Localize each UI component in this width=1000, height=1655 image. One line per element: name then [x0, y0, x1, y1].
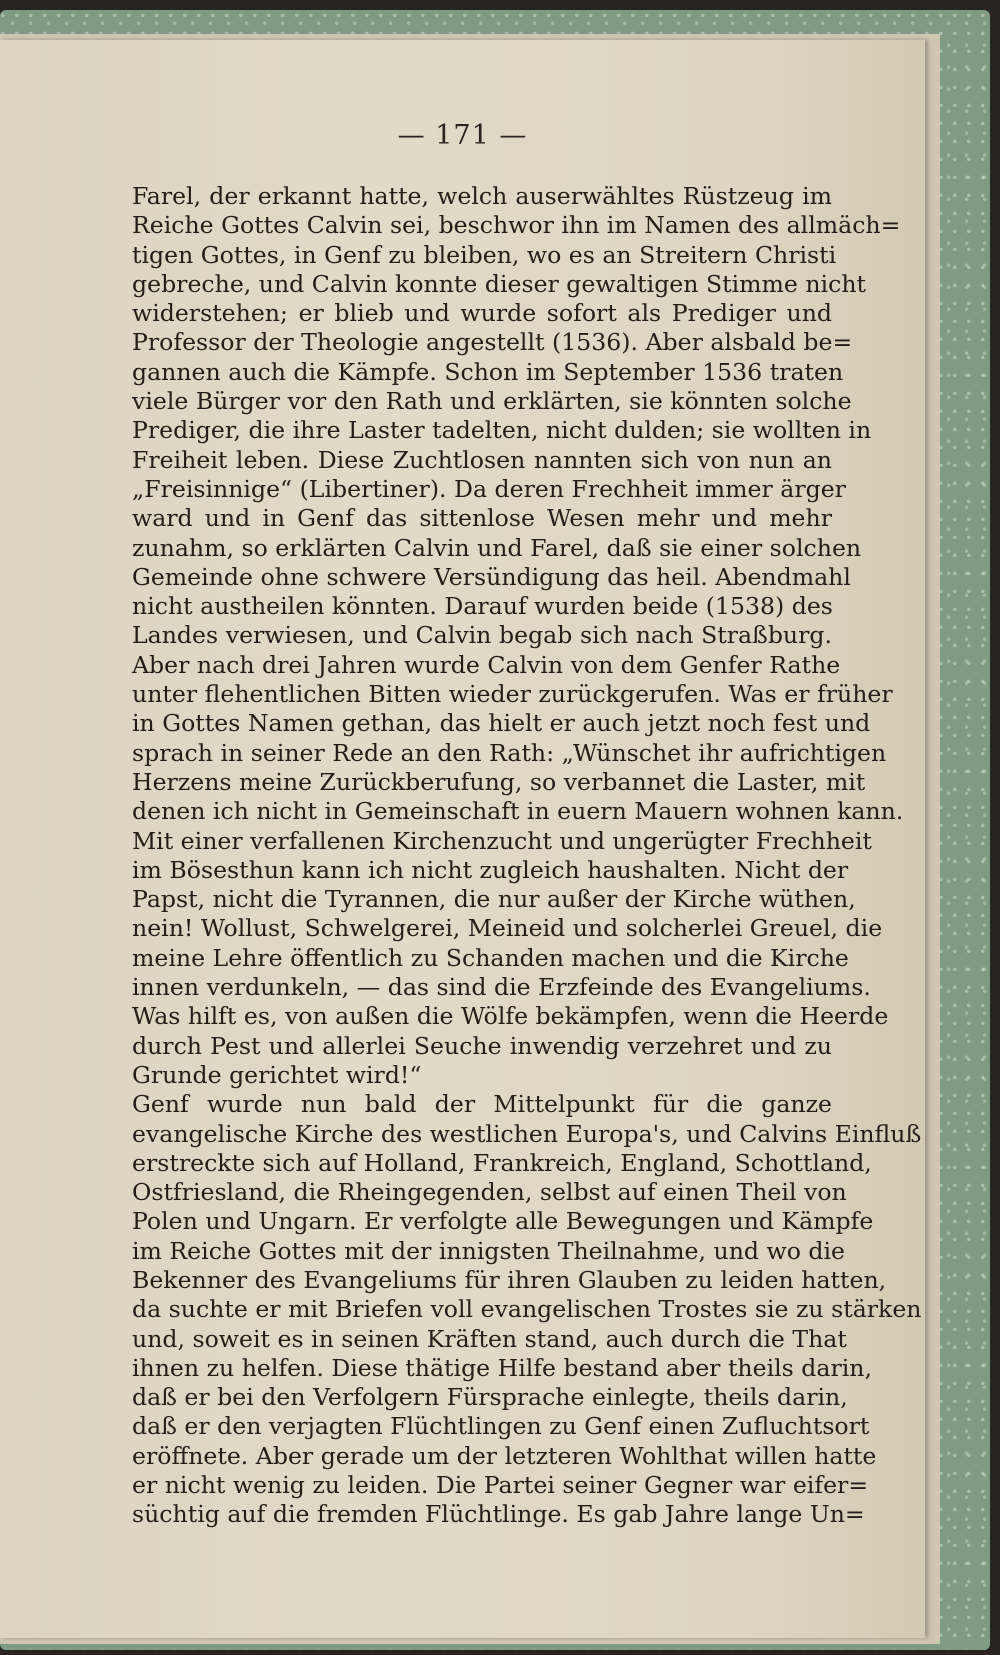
- text-line: nein! Wollust, Schwelgerei, Meineid und solcherlei Greuel, die: [132, 914, 883, 943]
- text-line: innen verdunkeln, — das sind die Erzfeinde des Evangeliums.: [132, 973, 871, 1002]
- text-line: Grunde gerichtet wird!“: [132, 1060, 422, 1089]
- text-line: evangelische Kirche des westlichen Europa's, und Calvins Einfluß: [132, 1119, 922, 1148]
- text-line: widerstehen; er blieb und wurde sofort als Prediger und: [132, 299, 832, 328]
- text-line: Mit einer verfallenen Kirchenzucht und ungerügter Frechheit: [132, 826, 872, 855]
- text-line: ward und in Genf das sittenlose Wesen mehr und mehr: [132, 504, 832, 533]
- body-text: [132, 182, 922, 1530]
- text-line: Aber nach drei Jahren wurde Calvin von dem Genfer Rathe: [132, 650, 841, 679]
- text-line: durch Pest und allerlei Seuche inwendig verzehret und zu: [132, 1031, 832, 1060]
- text-line: daß er bei den Verfolgern Fürsprache einlegte, theils darin,: [132, 1383, 848, 1412]
- text-line: im Bösesthun kann ich nicht zugleich haushalten. Nicht der: [132, 855, 849, 884]
- paragraph-1: [132, 182, 904, 1090]
- text-line: „Freisinnige“ (Libertiner). Da deren Frechheit immer ärger: [132, 474, 846, 503]
- text-line: denen ich nicht in Gemeinschaft in euern Mauern wohnen kann.: [132, 797, 904, 826]
- text-line: Genf wurde nun bald der Mittelpunkt für die ganze: [132, 1090, 832, 1119]
- text-line: er nicht wenig zu leiden. Die Partei seiner Gegner war eifer=: [132, 1471, 869, 1500]
- text-line: gebreche, und Calvin konnte dieser gewaltigen Stimme nicht: [132, 269, 866, 298]
- text-line: erstreckte sich auf Holland, Frankreich, England, Schottland,: [132, 1148, 872, 1177]
- text-line: süchtig auf die fremden Flüchtlinge. Es gab Jahre lange Un=: [132, 1500, 865, 1529]
- text-line: Papst, nicht die Tyrannen, die nur außer der Kirche wüthen,: [132, 885, 856, 914]
- page-number: — 171 —: [397, 120, 528, 151]
- text-line: ihnen zu helfen. Diese thätige Hilfe bestand aber theils darin,: [132, 1353, 872, 1382]
- text-line: Landes verwiesen, und Calvin begab sich nach Straßburg.: [132, 621, 832, 650]
- text-line: Professor der Theologie angestellt (1536). Aber alsbald be=: [132, 328, 853, 357]
- text-line: da suchte er mit Briefen voll evangelischen Trostes sie zu stärken: [132, 1295, 922, 1324]
- book-page: [0, 40, 925, 1638]
- text-line: Bekenner des Evangeliums für ihren Glauben zu leiden hatten,: [132, 1265, 887, 1294]
- text-line: daß er den verjagten Flüchtlingen zu Genf einen Zufluchtsort: [132, 1412, 870, 1441]
- text-line: zunahm, so erklärten Calvin und Farel, daß sie einer solchen: [132, 533, 862, 562]
- text-line: in Gottes Namen gethan, das hielt er auch jetzt noch fest und: [132, 709, 871, 738]
- text-line: tigen Gottes, in Genf zu bleiben, wo es an Streitern Christi: [132, 240, 837, 269]
- text-line: eröffnete. Aber gerade um der letzteren Wohlthat willen hatte: [132, 1441, 877, 1470]
- text-line: meine Lehre öffentlich zu Schanden machen und die Kirche: [132, 943, 849, 972]
- text-line: Prediger, die ihre Laster tadelten, nicht dulden; sie wollten in: [132, 416, 872, 445]
- text-line: Herzens meine Zurückberufung, so verbannet die Laster, mit: [132, 767, 866, 796]
- text-line: Reiche Gottes Calvin sei, beschwor ihn im Namen des allmäch=: [132, 211, 901, 240]
- text-line: sprach in seiner Rede an den Rath: „Wünschet ihr aufrichtigen: [132, 738, 887, 767]
- text-line: Farel, der erkannt hatte, welch auserwähltes Rüstzeug im: [132, 182, 832, 210]
- text-line: und, soweit es in seinen Kräften stand, auch durch die That: [132, 1324, 847, 1353]
- text-line: Freiheit leben. Diese Zuchtlosen nannten sich von nun an: [132, 445, 832, 474]
- text-line: Gemeinde ohne schwere Versündigung das heil. Abendmahl: [132, 562, 851, 591]
- paragraph-2: [132, 1090, 922, 1529]
- text-line: gannen auch die Kämpfe. Schon im September 1536 traten: [132, 357, 844, 386]
- text-line: unter flehentlichen Bitten wieder zurückgerufen. Was er früher: [132, 680, 893, 709]
- text-line: Polen und Ungarn. Er verfolgte alle Bewegungen und Kämpfe: [132, 1207, 874, 1236]
- text-line: im Reiche Gottes mit der innigsten Theilnahme, und wo die: [132, 1236, 846, 1265]
- text-line: nicht austheilen könnten. Darauf wurden beide (1538) des: [132, 592, 833, 621]
- text-line: Ostfriesland, die Rheingegenden, selbst auf einen Theil von: [132, 1178, 847, 1207]
- text-line: viele Bürger vor den Rath und erklärten, sie könnten solche: [132, 387, 852, 416]
- text-line: Was hilft es, von außen die Wölfe bekämpfen, wenn die Heerde: [132, 1002, 889, 1031]
